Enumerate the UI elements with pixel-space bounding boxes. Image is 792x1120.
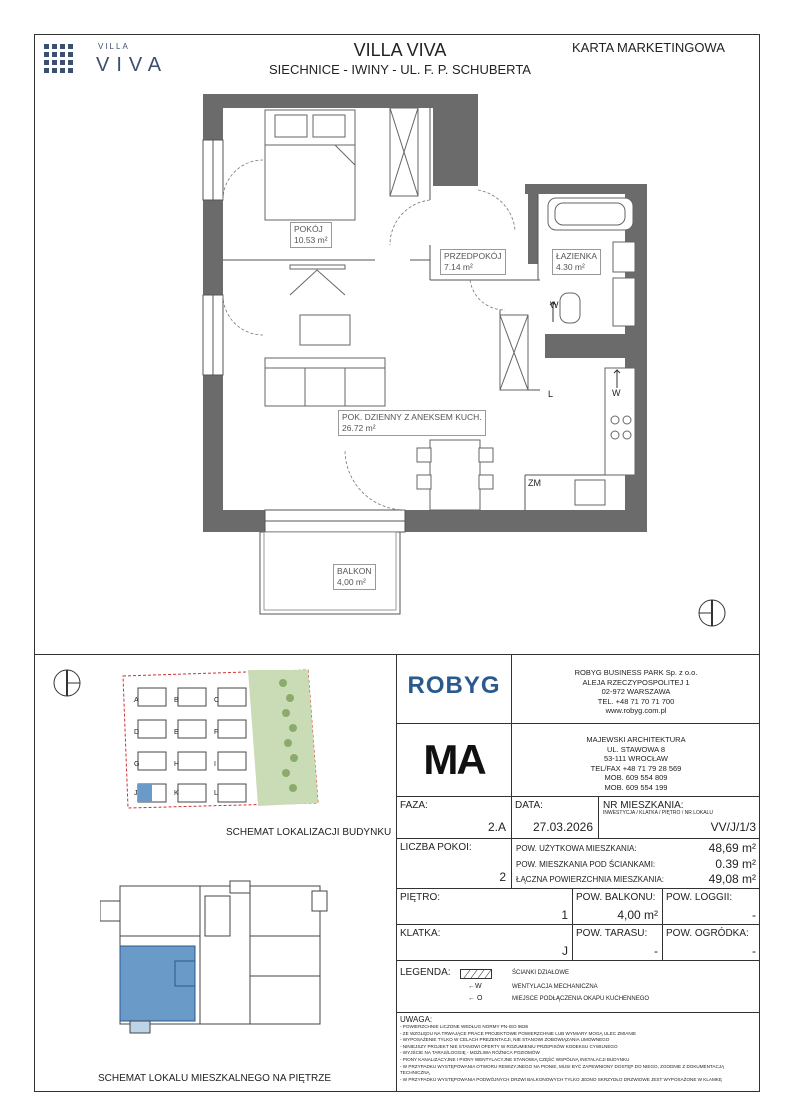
legend-item-hood: MIEJSCE PODŁĄCZENIA OKAPU KUCHENNEGO: [512, 996, 650, 1002]
legend-item-ventilation: WENTYLACJA MECHANICZNA: [512, 984, 598, 990]
building-label: C: [214, 697, 220, 704]
bed-icon: [265, 110, 355, 220]
pod-label: POW. MIESZKANIA POD ŚCIANKAMI:: [516, 860, 656, 869]
grid-line: [396, 888, 760, 889]
divider-architect: [396, 796, 760, 797]
ogrodek-value: -: [752, 944, 756, 958]
room-label-pokoj: POKÓJ 10.53 m²: [290, 222, 332, 248]
liczba-label: LICZBA POKOI:: [400, 842, 472, 853]
architect-address: MAJEWSKI ARCHITEKTURA UL. STAWOWA 8 53-111 WROCŁAW TEL/FAX +48 71 79 28 569 MOB. 609 554 809 MOB. 609 554 199: [586, 735, 686, 792]
dining-table-icon: [417, 440, 493, 510]
north-arrow-icon: [697, 598, 727, 628]
robyg-address: ROBYG BUSINESS PARK Sp. z o.o. ALEJA RZECZYPOSPOLITEJ 1 02-972 WARSZAWA TEL. +48 71 70 71 700 www.robyg.com.pl: [574, 668, 698, 715]
robyg-logo: ROBYG: [407, 672, 501, 699]
building-label: E: [174, 729, 179, 736]
laczna-value: 49,08 m²: [708, 872, 756, 886]
logo-small-text: VILLA: [98, 42, 130, 51]
taras-label: POW. TARASU:: [576, 928, 648, 939]
data-value: 27.03.2026: [532, 820, 593, 834]
room-label-balkon: BALKON 4,00 m²: [333, 564, 376, 590]
divider-left-col: [396, 654, 397, 1092]
floor-plan: [195, 90, 655, 600]
logo-big-text: VIVA: [96, 54, 169, 76]
nr-sublabel: INWESTYCJA / KLATKA / PIĘTRO / NR LOKALU: [603, 810, 713, 816]
building-label: B: [174, 697, 179, 704]
nr-label: NR MIESZKANIA:: [603, 800, 684, 811]
building-label: D: [134, 729, 140, 736]
legend-symbol-ventilation: ←W: [468, 983, 482, 990]
pod-value: 0.39 m²: [715, 857, 756, 871]
data-label: DATA:: [515, 800, 543, 811]
notes-list: - POWIERZCHNIE LICZONE WEDŁUG NORMY PN-ISO 9836 - ZE WZGLĘDU NA TRWAJĄCE PRACE PROJEKTOWE POWIERZCHNIE LUB WYMIARY MOGĄ ULEC ZMIANIE - WYPOSAŻENIE TYLKO W CELACH PREZENTACJI, NIE STANOWI ZOBOWIĄZANIA UMOWNEGO - NINIEJSZY PROJEKT NIE STANOWI OFERTY W ROZUMIENIU PRZEPISÓW KODEKSU CYWILNEGO - WYJŚCIE NA TARAS/LOGGIĘ - MOŻLIWA RÓŻNICA POZIOMÓW - PIONY KANALIZACYJNE I PIONY WENTYLACYJNE STANOWIĄ CZĘŚĆ WSPÓLNĄ INSTALACJI BUDYNKU - W PRZYPADKU WYSTĘPOWANIA OTWORU REWIZYJNEGO NA PIONIE, MUSI BYĆ ZAPEWNIONY DOSTĘP DO NIEGO, ZGODNIE Z DOKUMENTACJĄ TECHNICZNĄ - W PRZYPADKU WYSTĘPOWANIA PODWÓJNYCH DRZWI BALKONOWYCH TYLKO JEDNO SKRZYDŁO DRZWIOWE JEST WYPOSAŻONE W KLAMKĘ: [400, 1024, 725, 1082]
legend-item-partition: ŚCIANKI DZIAŁOWE: [512, 970, 570, 976]
grid-line: [396, 960, 760, 961]
balkon-value: 4,00 m²: [617, 908, 658, 922]
floor-schema: [100, 876, 332, 1034]
faza-value: 2.A: [487, 820, 506, 834]
building-label: I: [214, 761, 216, 768]
room-label-przedpokoj: PRZEDPOKÓJ 7.14 m²: [440, 249, 506, 275]
floor-schema-caption: SCHEMAT LOKALU MIESZKALNEGO NA PIĘTRZE: [98, 1073, 332, 1084]
grid-line: [396, 838, 760, 839]
klatka-value: J: [562, 944, 568, 958]
ogrodek-label: POW. OGRÓDKA:: [666, 928, 749, 939]
vent-w-mark: W: [550, 300, 559, 310]
balkon-label: POW. BALKONU:: [576, 892, 656, 903]
grid-line: [396, 1012, 760, 1013]
building-label: J: [134, 790, 138, 797]
grid-line: [511, 838, 512, 888]
site-plan-caption: SCHEMAT LOKALIZACJI BUDYNKU: [226, 827, 392, 838]
room-label-lazienka: ŁAZIENKA 4.30 m²: [552, 249, 601, 275]
building-label: L: [214, 790, 218, 797]
grid-line: [598, 796, 599, 838]
klatka-label: KLATKA:: [400, 928, 441, 939]
logo-grid-icon: [44, 44, 74, 74]
page-title: VILLA VIVA: [353, 40, 447, 60]
card-label: KARTA MARKETINGOWA: [572, 40, 725, 55]
architect-logo: MA: [423, 736, 485, 783]
zm-mark: ZM: [528, 478, 541, 488]
pietro-value: 1: [561, 908, 568, 922]
notes-title: UWAGA:: [400, 1015, 433, 1024]
building-label: H: [174, 761, 180, 768]
liczba-value: 2: [499, 870, 506, 884]
pietro-label: PIĘTRO:: [400, 892, 441, 903]
sofa-icon: [265, 358, 385, 406]
page-subtitle: SIECHNICE - IWINY - UL. F. P. SCHUBERTA: [269, 62, 531, 77]
hood-l-mark: L: [548, 389, 554, 399]
grid-line: [511, 796, 512, 838]
taras-value: -: [654, 944, 658, 958]
uzytkowa-value: 48,69 m²: [708, 841, 756, 855]
nr-value: VV/J/1/3: [710, 820, 756, 834]
uzytkowa-label: POW. UŻYTKOWA MIESZKANIA:: [516, 844, 637, 853]
divider-robyg: [396, 723, 760, 724]
building-label: F: [214, 729, 219, 736]
room-label-dzienny: POK. DZIENNY Z ANEKSEM KUCH. 26.72 m²: [338, 410, 486, 436]
loggia-label: POW. LOGGII:: [666, 892, 733, 903]
partition-wall-icon: [460, 969, 492, 979]
faza-label: FAZA:: [400, 800, 428, 811]
divider-logo: [511, 654, 512, 796]
building-label: A: [134, 697, 139, 704]
site-plan: [118, 668, 390, 813]
legend-symbol-hood: ← O: [468, 995, 483, 1002]
divider-main: [34, 654, 760, 655]
legend-title: LEGENDA:: [400, 967, 451, 978]
balcony-outline: [258, 532, 403, 617]
building-label: K: [174, 790, 179, 797]
vent-w-mark-kitchen: W: [612, 388, 621, 398]
laczna-label: ŁĄCZNA POWIERZCHNIA MIESZKANIA:: [516, 875, 665, 884]
loggia-value: -: [752, 908, 756, 922]
grid-line: [396, 924, 760, 925]
building-label: G: [134, 761, 140, 768]
site-north-icon: [52, 668, 82, 698]
